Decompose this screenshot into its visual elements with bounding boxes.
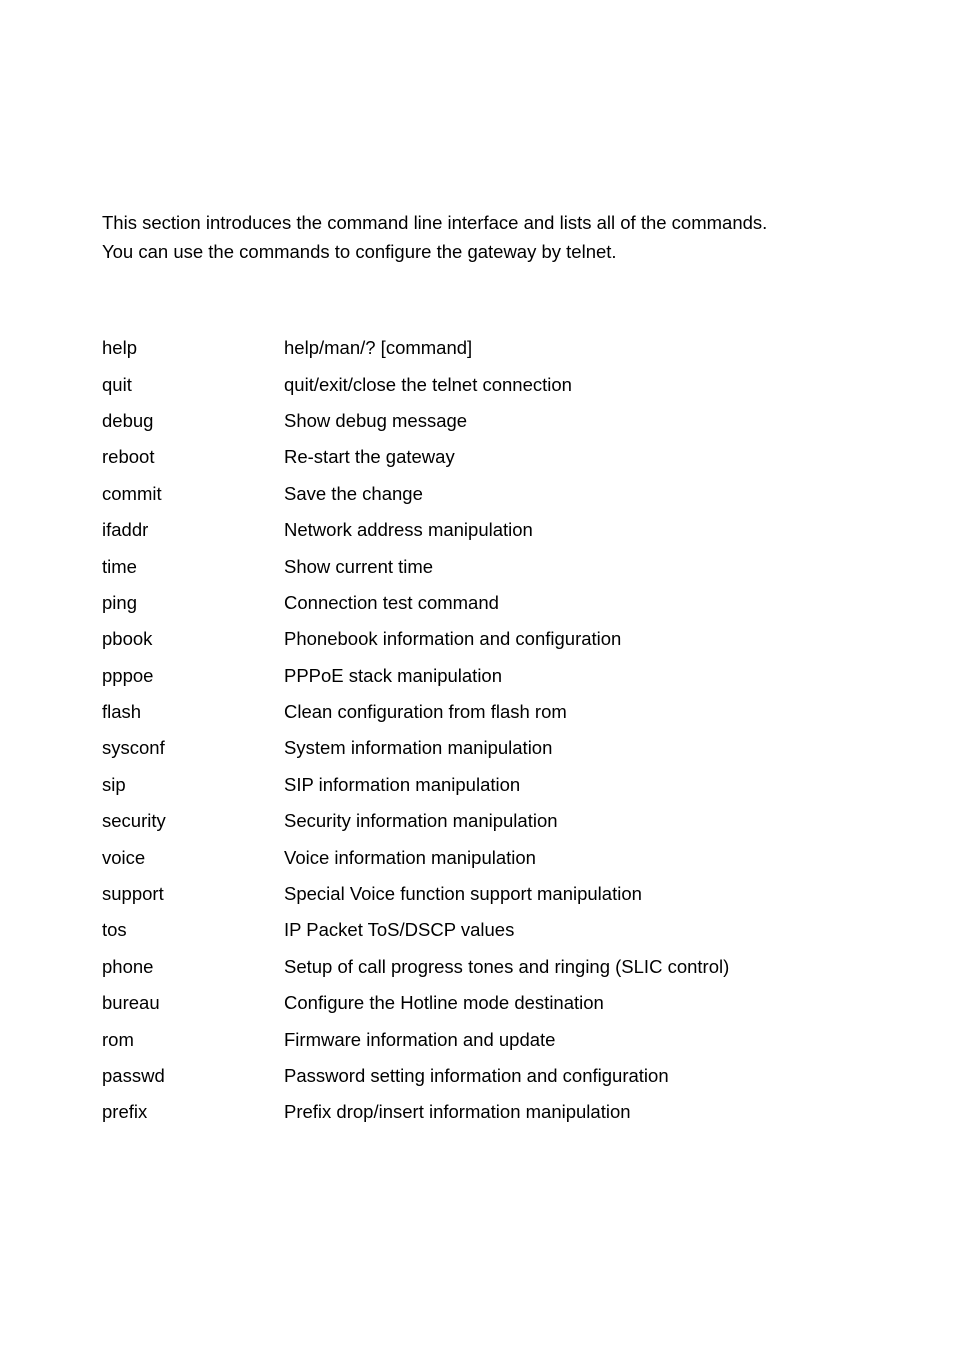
- command-row: [102, 548, 729, 584]
- command-name: passwd: [102, 1065, 165, 1086]
- command-name: quit: [102, 373, 132, 395]
- command-row: [102, 839, 729, 875]
- command-row: [102, 803, 729, 839]
- command-name: security: [102, 810, 166, 832]
- command-name: tos: [102, 919, 127, 941]
- command-description: help/man/? [command]: [284, 337, 473, 359]
- command-description: Show current time: [284, 555, 434, 577]
- command-name: help: [102, 337, 137, 359]
- command-row: [102, 730, 729, 766]
- command-name: ping: [102, 591, 137, 613]
- command-row: [102, 621, 729, 657]
- command-name: pbook: [102, 628, 153, 650]
- command-name: pppoe: [102, 664, 154, 686]
- command-description: Setup of call progress tones and ringing (SLIC control): [284, 955, 730, 977]
- command-name: bureau: [102, 992, 160, 1014]
- command-name: voice: [102, 846, 146, 868]
- command-description: Prefix drop/insert information manipulation: [284, 1101, 631, 1123]
- command-description: Show debug message: [284, 409, 468, 431]
- intro-paragraph: [102, 208, 862, 266]
- command-description: Connection test command: [284, 591, 499, 613]
- command-name: sip: [102, 773, 126, 795]
- command-description: Save the change: [284, 482, 423, 504]
- command-description: IP Packet ToS/DSCP values: [284, 919, 515, 941]
- command-row: [102, 366, 729, 402]
- intro-line-2: You can use the commands to configure the gateway by telnet.: [102, 241, 617, 262]
- command-row: [102, 694, 729, 730]
- command-row: [102, 403, 729, 439]
- command-name: sysconf: [102, 737, 165, 759]
- command-name: ifaddr: [102, 519, 149, 541]
- command-description: quit/exit/close the telnet connection: [284, 373, 572, 395]
- command-description: Firmware information and update: [284, 1028, 556, 1050]
- command-description: Voice information manipulation: [284, 846, 536, 868]
- command-description: SIP information manipulation: [284, 773, 521, 795]
- command-row: [102, 949, 729, 985]
- command-name: phone: [102, 955, 154, 977]
- command-description: Password setting information and configuration: [284, 1065, 669, 1086]
- command-description: PPPoE stack manipulation: [284, 664, 503, 686]
- command-row: [102, 512, 729, 548]
- command-description: Security information manipulation: [284, 810, 558, 832]
- intro-line-1: This section introduces the command line interface and lists all of the commands.: [102, 212, 768, 233]
- command-row: [102, 439, 729, 475]
- command-row: [102, 1094, 729, 1130]
- command-name: prefix: [102, 1101, 148, 1123]
- command-description: Re-start the gateway: [284, 446, 455, 468]
- command-row: [102, 985, 729, 1021]
- command-description: System information manipulation: [284, 737, 553, 759]
- command-description: Configure the Hotline mode destination: [284, 992, 604, 1014]
- command-name: time: [102, 555, 137, 577]
- command-description: Clean configuration from flash rom: [284, 701, 567, 723]
- command-row: [102, 476, 729, 512]
- command-table-body: [102, 330, 729, 1131]
- command-row: [102, 1058, 729, 1094]
- command-name: reboot: [102, 446, 155, 468]
- command-row: [102, 330, 729, 366]
- command-row: [102, 585, 729, 621]
- command-name: commit: [102, 482, 162, 504]
- command-name: support: [102, 883, 164, 905]
- command-row: [102, 767, 729, 803]
- command-description: Special Voice function support manipulation: [284, 883, 642, 905]
- command-table: [102, 330, 729, 1131]
- command-row: [102, 658, 729, 694]
- command-row: [102, 912, 729, 948]
- command-row: [102, 1021, 729, 1057]
- command-name: debug: [102, 409, 154, 431]
- command-name: flash: [102, 701, 142, 723]
- command-description: Network address manipulation: [284, 519, 533, 541]
- command-row: [102, 876, 729, 912]
- command-description: Phonebook information and configuration: [284, 628, 622, 650]
- command-name: rom: [102, 1028, 134, 1050]
